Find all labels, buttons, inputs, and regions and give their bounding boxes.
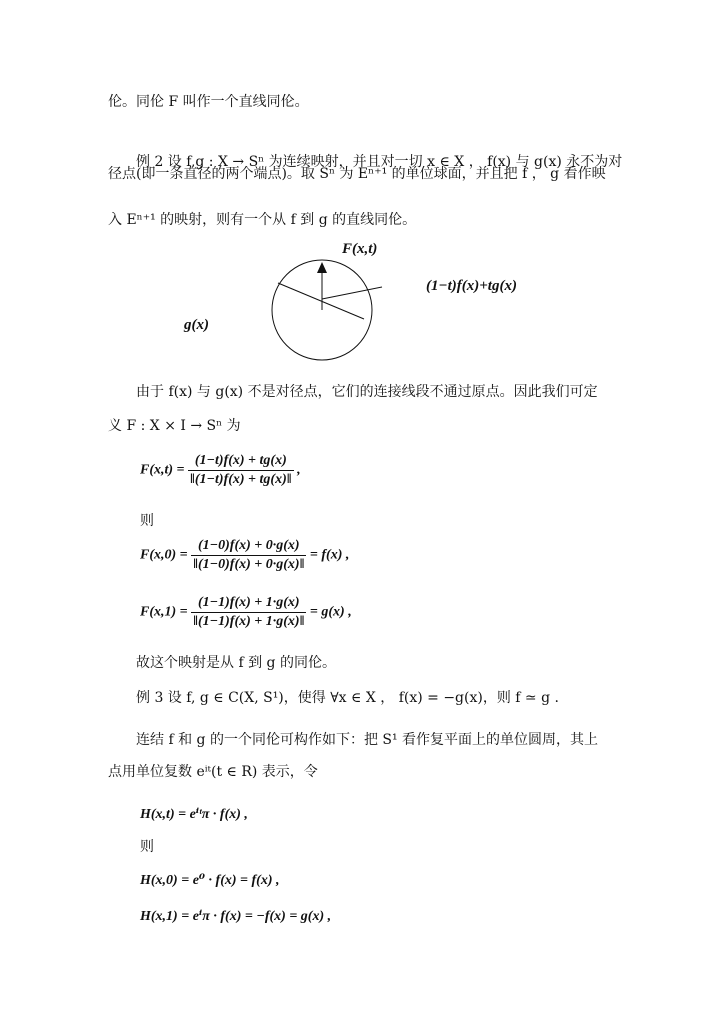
example-3-line-3: 点用单位复数 eⁱᵗ(t ∈ R) 表示，令 [108, 764, 318, 780]
text-line-6: 义 F : X × I → Sⁿ 为 [108, 418, 241, 434]
figure-label-g: g(x) [184, 317, 209, 333]
chord-segment [278, 283, 364, 319]
example-2-line-3: 入 Eⁿ⁺¹ 的映射，则有一个从 f 到 g 的直线同伦。 [108, 212, 417, 228]
formula-H0: H(x,0) = e⁰ · f(x) = f(x) , [140, 873, 280, 888]
formula-H-definition: H(x,t) = eⁱᵗπ · f(x) , [140, 807, 248, 822]
figure-label-combination: (1−t)f(x)+tg(x) [426, 278, 517, 294]
formula-H1: H(x,1) = eⁱπ · f(x) = −f(x) = g(x) , [140, 909, 332, 924]
example-3-line-2: 连结 f 和 g 的一个同伦可构作如下：把 S¹ 看作复平面上的单位圆周，其上 [136, 732, 599, 748]
example-2-line-2: 径点(即一条直径的两个端点)。取 Sⁿ 为 Eⁿ⁺¹ 的单位球面，并且把 f ， g 看作映 [108, 166, 606, 182]
figure-label-F: F(x,t) [342, 241, 378, 257]
formula-F0: F(x,0) = $\frac{(1-0)f(x) + 0\cdot g(x)}{‖(1-0)f(x) + 0\cdot g(x)‖}$ = f(x) , [140, 538, 350, 572]
example-3-line-1: 例 3 设 f, g ∈ C(X, S¹)，使得 ∀x ∈ X ， f(x) = −g(x)，则 f ≃ g . [136, 690, 559, 706]
arrow-head [317, 262, 327, 273]
text-line-5: 由于 f(x) 与 g(x) 不是对径点，它们的连接线段不通过原点。因此我们可定 [136, 384, 598, 400]
then-label-1: 则 [140, 513, 154, 529]
then-label-2: 则 [140, 839, 154, 855]
text-line-7: 故这个映射是从 f 到 g 的同伦。 [136, 655, 336, 671]
formula-F-definition: F(x,t) = $\frac{(1-t)f(x) + tg(x)}{‖(1-t)f(x) + tg(x)‖}$ , [140, 453, 301, 487]
formula-F1: F(x,1) = $\frac{(1-1)f(x) + 1\cdot g(x)}{‖(1-1)f(x) + 1\cdot g(x)‖}$ = g(x) , [140, 595, 352, 629]
text-line-1: 伦。同伦 F 叫作一个直线同伦。 [108, 94, 309, 110]
outward-segment [322, 287, 382, 299]
straight-line-homotopy-figure [0, 233, 720, 363]
example-2-line-1: 例 2 设 f,g : X → Sⁿ 为连续映射，并且对一切 x ∈ X ， f(x) 与 g(x) 永不为对 [136, 154, 623, 170]
